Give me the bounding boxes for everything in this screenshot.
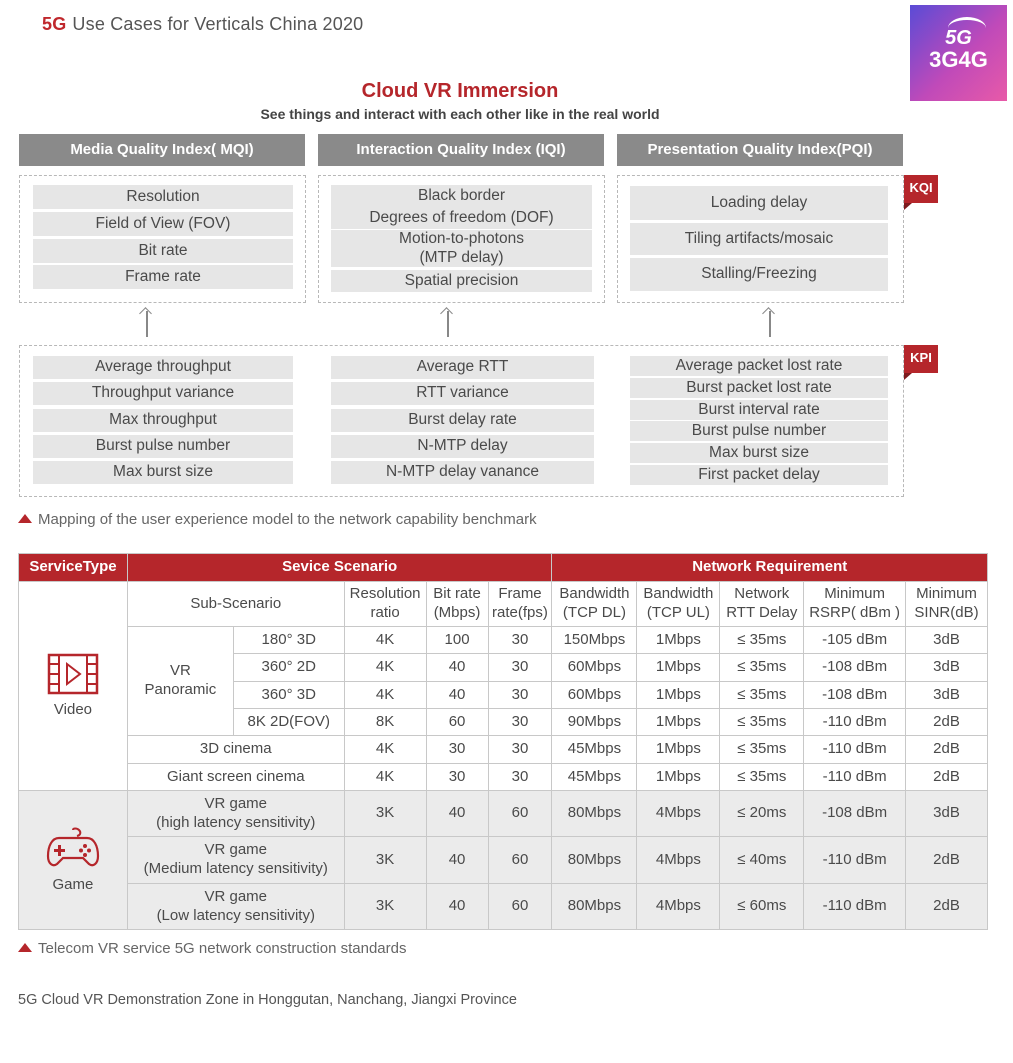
table-cell: 30 (426, 764, 488, 791)
table-cell: 1Mbps (637, 654, 720, 682)
table-cell: 4K (344, 682, 426, 709)
table-cell: ≤ 35ms (720, 736, 804, 764)
table-cell: 60Mbps (552, 682, 637, 709)
header-brand: 5G (42, 14, 67, 34)
kqi-item: Motion-to-photons (MTP delay) (331, 230, 592, 267)
up-arrow-icon (146, 311, 148, 337)
vr-panoramic-label: VR Panoramic (127, 627, 233, 736)
kqi-item: Tiling artifacts/mosaic (630, 223, 888, 255)
caption-text: Telecom VR service 5G network construction standards (38, 940, 407, 957)
table-cell: 60Mbps (552, 654, 637, 682)
kqi-tag: KQI (904, 175, 938, 203)
kpi-item: Average packet lost rate (630, 356, 888, 376)
table-cell: 3K (344, 837, 426, 884)
table-row (19, 764, 988, 791)
subheader-bw-ul: Bandwidth (TCP UL) (637, 582, 720, 627)
table-cell: 360° 3D (233, 682, 344, 709)
table-cell: -108 dBm (804, 791, 906, 837)
subheader-resolution: Resolution ratio (344, 582, 426, 627)
gamepad-icon (45, 826, 101, 870)
table-cell: 1Mbps (637, 682, 720, 709)
table-cell: ≤ 20ms (720, 791, 804, 837)
document-header (42, 14, 363, 35)
table-cell: ≤ 35ms (720, 764, 804, 791)
kqi-item: Bit rate (33, 239, 293, 263)
table-row (19, 736, 988, 764)
logo (910, 5, 1007, 101)
table-cell: 60 (426, 709, 488, 736)
kpi-item: Burst pulse number (630, 421, 888, 441)
table-cell: 30 (488, 654, 552, 682)
table-cell: ≤ 35ms (720, 627, 804, 654)
subheader-rtt: Network RTT Delay (720, 582, 804, 627)
table-cell: 2dB (906, 884, 988, 930)
table-cell: 90Mbps (552, 709, 637, 736)
table-cell: 3dB (906, 682, 988, 709)
table-cell: 80Mbps (552, 791, 637, 837)
kpi-item: Average RTT (331, 356, 594, 379)
table-cell: VR game (Low latency sensitivity) (127, 884, 344, 930)
table-cell: 3dB (906, 654, 988, 682)
table-cell: 360° 2D (233, 654, 344, 682)
table-cell: 8K (344, 709, 426, 736)
table-row (19, 837, 988, 884)
table-cell: 100 (426, 627, 488, 654)
table-row (19, 627, 988, 654)
kpi-item: Max burst size (630, 443, 888, 463)
kpi-item: Burst packet lost rate (630, 378, 888, 398)
table-cell: 1Mbps (637, 627, 720, 654)
table-cell: Giant screen cinema (127, 764, 344, 791)
subheader-bw-dl: Bandwidth (TCP DL) (552, 582, 637, 627)
table-caption (18, 940, 407, 957)
table-cell: 45Mbps (552, 764, 637, 791)
table-cell: 3dB (906, 627, 988, 654)
table-cell: 4K (344, 654, 426, 682)
table-cell: 4Mbps (637, 791, 720, 837)
table-cell: 80Mbps (552, 884, 637, 930)
table-row (19, 884, 988, 930)
table-cell: 4Mbps (637, 884, 720, 930)
table-cell: 3K (344, 791, 426, 837)
logo-line2: 3G4G (929, 47, 988, 72)
service-game (19, 791, 128, 930)
kqi-item: Stalling/Freezing (630, 258, 888, 291)
logo-line1: 5G (945, 27, 972, 49)
kpi-item: Burst pulse number (33, 435, 293, 458)
table-cell: 150Mbps (552, 627, 637, 654)
table-cell: 2dB (906, 764, 988, 791)
table-cell: 30 (488, 627, 552, 654)
kqi-item: Field of View (FOV) (33, 212, 293, 236)
table-cell: -110 dBm (804, 837, 906, 884)
up-arrow-icon (769, 311, 771, 337)
kpi-item: Throughput variance (33, 382, 293, 405)
table-cell: 30 (426, 736, 488, 764)
kpi-item: Max throughput (33, 409, 293, 432)
figure-caption (18, 511, 537, 528)
table-cell: VR game (Medium latency sensitivity) (127, 837, 344, 884)
up-arrow-icon (447, 311, 449, 337)
caption-triangle-icon (18, 943, 32, 952)
table-cell: -110 dBm (804, 764, 906, 791)
table-cell: ≤ 35ms (720, 654, 804, 682)
table-cell: 3D cinema (127, 736, 344, 764)
kqi-item: Loading delay (630, 186, 888, 220)
section-subtitle: See things and interact with each other like in the real world (260, 106, 660, 122)
table-cell: 4K (344, 736, 426, 764)
subheader-sub-scenario: Sub-Scenario (127, 582, 344, 627)
table-cell: 180° 3D (233, 627, 344, 654)
table-cell: 40 (426, 654, 488, 682)
kpi-item: N-MTP delay vanance (331, 461, 594, 484)
table-cell: 60 (488, 837, 552, 884)
subheader-sinr: Minimum SINR(dB) (906, 582, 988, 627)
footer-text: 5G Cloud VR Demonstration Zone in Honggutan, Nanchang, Jiangxi Province (18, 992, 517, 1008)
table-cell: 60 (488, 884, 552, 930)
table-cell: 40 (426, 791, 488, 837)
table-cell: 1Mbps (637, 709, 720, 736)
section-title: Cloud VR Immersion (361, 80, 559, 102)
kpi-item: Burst interval rate (630, 400, 888, 420)
table-cell: 3K (344, 884, 426, 930)
service-video-label: Video (53, 700, 92, 718)
table-cell: 30 (488, 736, 552, 764)
table-cell: 30 (488, 764, 552, 791)
table-cell: 4K (344, 764, 426, 791)
header-title: Use Cases for Verticals China 2020 (72, 14, 364, 34)
table-cell: -110 dBm (804, 709, 906, 736)
table-cell: -105 dBm (804, 627, 906, 654)
video-icon (47, 653, 99, 695)
subheader-bitrate: Bit rate (Mbps) (426, 582, 488, 627)
table-cell: 2dB (906, 837, 988, 884)
header-scenario: Sevice Scenario (127, 554, 552, 582)
table-cell: 8K 2D(FOV) (233, 709, 344, 736)
table-cell: ≤ 60ms (720, 884, 804, 930)
table-cell: -110 dBm (804, 884, 906, 930)
kqi-item: Frame rate (33, 265, 293, 289)
caption-triangle-icon (18, 514, 32, 523)
table-cell: 4K (344, 627, 426, 654)
table-cell: 4Mbps (637, 837, 720, 884)
table-cell: 40 (426, 884, 488, 930)
table-cell: ≤ 40ms (720, 837, 804, 884)
column-heading-pqi: Presentation Quality Index(PQI) (617, 134, 903, 166)
kqi-item: Degrees of freedom (DOF) (331, 207, 592, 229)
table-cell: 60 (488, 791, 552, 837)
table-cell: 1Mbps (637, 764, 720, 791)
subheader-framerate: Frame rate(fps) (488, 582, 552, 627)
requirements-table (18, 553, 988, 930)
kpi-item: RTT variance (331, 382, 594, 405)
kpi-item: Max burst size (33, 461, 293, 484)
kpi-item: Burst delay rate (331, 409, 594, 432)
table-cell: 30 (488, 682, 552, 709)
table-cell: ≤ 35ms (720, 709, 804, 736)
table-cell: -110 dBm (804, 736, 906, 764)
table-cell: 2dB (906, 709, 988, 736)
table-cell: -108 dBm (804, 654, 906, 682)
subheader-rsrp: Minimum RSRP( dBm ) (804, 582, 906, 627)
header-service-type: ServiceType (19, 554, 128, 582)
table-cell: 45Mbps (552, 736, 637, 764)
table-cell: 40 (426, 837, 488, 884)
kqi-item: Black border (331, 185, 592, 207)
kpi-item: N-MTP delay (331, 435, 594, 458)
kqi-item: Spatial precision (331, 270, 592, 292)
table-cell: ≤ 35ms (720, 682, 804, 709)
table-cell: 2dB (906, 736, 988, 764)
table-cell: 3dB (906, 791, 988, 837)
column-heading-iqi: Interaction Quality Index (IQI) (318, 134, 604, 166)
table-cell: -108 dBm (804, 682, 906, 709)
header-network: Network Requirement (552, 554, 988, 582)
table-cell: VR game (high latency sensitivity) (127, 791, 344, 837)
column-heading-mqi: Media Quality Index( MQI) (19, 134, 305, 166)
service-video (19, 582, 128, 791)
table-cell: 40 (426, 682, 488, 709)
kqi-item: Resolution (33, 185, 293, 209)
caption-text: Mapping of the user experience model to the network capability benchmark (38, 511, 537, 528)
kpi-tag: KPI (904, 345, 938, 373)
table-cell: 80Mbps (552, 837, 637, 884)
kpi-item: First packet delay (630, 465, 888, 485)
service-game-label: Game (52, 875, 94, 893)
table-row (19, 791, 988, 837)
table-cell: 30 (488, 709, 552, 736)
table-cell: 1Mbps (637, 736, 720, 764)
kpi-item: Average throughput (33, 356, 293, 379)
